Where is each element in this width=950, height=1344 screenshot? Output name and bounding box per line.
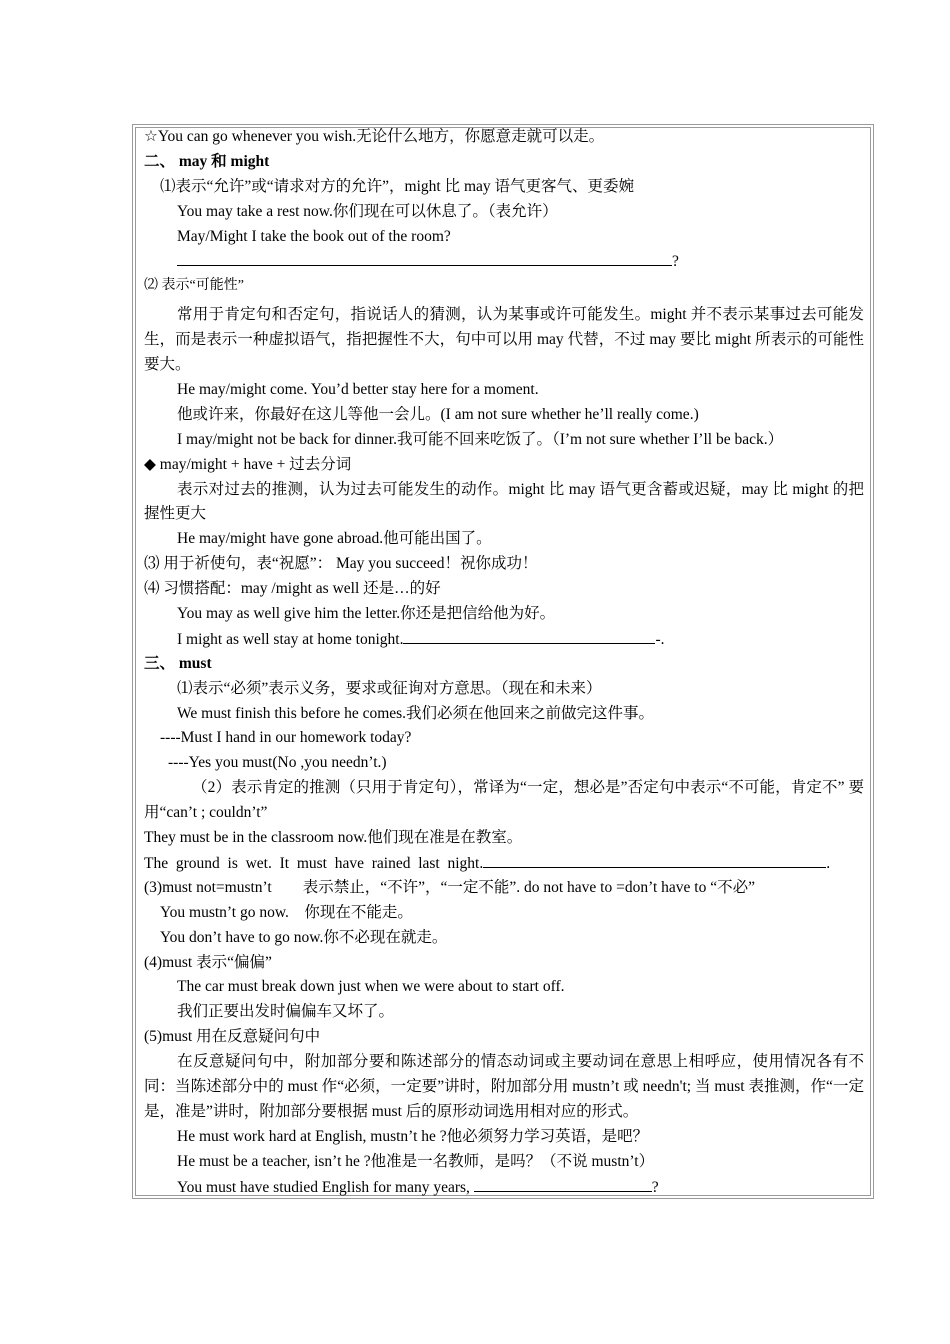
rule-line: ⑷ 习惯搭配：may /might as well 还是…的好 <box>144 580 441 598</box>
fill-in-line: The ground is wet. It must have rained last night. . <box>144 851 864 876</box>
example-line: ☆You can go whenever you wish.无论什么地方，你愿意走就可以走。 <box>144 128 605 145</box>
example-line: May/Might I take the book out of the room? <box>177 227 451 245</box>
example-line: He may/might come. You’d better stay here for a moment. <box>177 380 539 398</box>
fill-in-line: ? <box>144 249 864 274</box>
rule-line: ◆ may/might + have + 过去分词 <box>144 455 352 473</box>
explanation-paragraph: 表示对过去的推测，认为过去可能发生的动作。might 比 may 语气更含蓄或迟疑，may 比 might 的把握性更大 <box>144 480 864 523</box>
answer-blank[interactable] <box>483 851 826 868</box>
example-line: They must be in the classroom now.他们现在准是在教室。 <box>144 829 523 847</box>
rule-line: (3)must not=mustn’t 表示禁止，“不许”，“一定不能”. do not have to =don’t have to “不必” <box>144 878 755 896</box>
dialogue-line: ----Must I hand in our homework today? <box>160 729 412 747</box>
example-line: 他或许来，你最好在这儿等他一会儿。(I am not sure whether he’ll really come.) <box>177 405 699 423</box>
rule-line: ⑶ 用于祈使句，表“祝愿”： May you succeed！祝你成功！ <box>144 555 538 573</box>
explanation-paragraph: 常用于肯定句和否定句，指说话人的猜测，认为某事或许可能发生。might 并不表示某事过去可能发生，而是表示一种虚拟语气，指把握性不大，句中可以用 may 代替，不过 may 要比 might 所表示的可能性要大。 <box>144 306 864 374</box>
answer-blank[interactable] <box>403 627 655 644</box>
fill-in-line: I might as well stay at home tonight. -. <box>144 627 864 652</box>
rule-line: ⑴表示“允许”或“请求对方的允许”，might 比 may 语气更客气、更委婉 <box>160 177 635 195</box>
example-line: You mustn’t go now. 你现在不能走。 <box>160 903 413 921</box>
explanation-paragraph: （2）表示肯定的推测（只用于肯定句），常译为“一定，想必是”否定句中表示“不可能，肯定不” 要用“can’t ; couldn’t” <box>144 779 864 822</box>
section-heading-may-might: 二、 may 和 might <box>144 152 270 170</box>
rule-line: (4)must 表示“偏偏” <box>144 953 272 971</box>
example-line: 我们正要出发时偏偏车又坏了。 <box>177 1003 395 1021</box>
dialogue-line: ----Yes you must(No ,you needn’t.) <box>168 754 387 772</box>
section-heading-must: 三、 must <box>144 654 212 672</box>
example-line: You may as well give him the letter.你还是把信给他为好。 <box>177 605 556 622</box>
example-line: The car must break down just when we were about to start off. <box>177 978 565 996</box>
example-line: You don’t have to go now.你不必现在就走。 <box>160 928 448 946</box>
rule-line: ⑵ 表示“可能性” <box>144 278 244 294</box>
rule-line: ⑴表示“必须”表示义务，要求或征询对方意思。（现在和未来） <box>177 679 602 697</box>
answer-blank[interactable] <box>177 249 672 266</box>
example-line: I may/might not be back for dinner.我可能不回来吃饭了。（I’m not sure whether I’ll be back.） <box>177 430 784 448</box>
example-line: He must work hard at English, mustn’t he ?他必须努力学习英语，是吧？ <box>177 1127 649 1145</box>
document-content <box>144 125 864 1199</box>
rule-line: (5)must 用在反意疑问句中 <box>144 1028 321 1046</box>
example-line: You may take a rest now.你们现在可以休息了。（表允许） <box>177 202 558 220</box>
fill-in-line: You must have studied English for many years, ? <box>144 1175 864 1200</box>
example-line: He must be a teacher, isn’t he ?他准是一名教师，是吗？（不说 mustn’t） <box>177 1152 655 1170</box>
explanation-paragraph: 在反意疑问句中，附加部分要和陈述部分的情态动词或主要动词在意思上相呼应，使用情况各有不同：当陈述部分中的 must 作“必须，一定要”讲时，附加部分用 mustn’t 或 needn't; 当 must 表推测，作“一定是，准是”讲时，附加部分要根据 must 后的原形动词选用相对应的形式。 <box>144 1053 864 1120</box>
answer-blank[interactable] <box>474 1175 652 1192</box>
example-line: He may/might have gone abroad.他可能出国了。 <box>177 530 492 548</box>
example-line: We must finish this before he comes.我们必须在他回来之前做完这件事。 <box>177 704 655 722</box>
